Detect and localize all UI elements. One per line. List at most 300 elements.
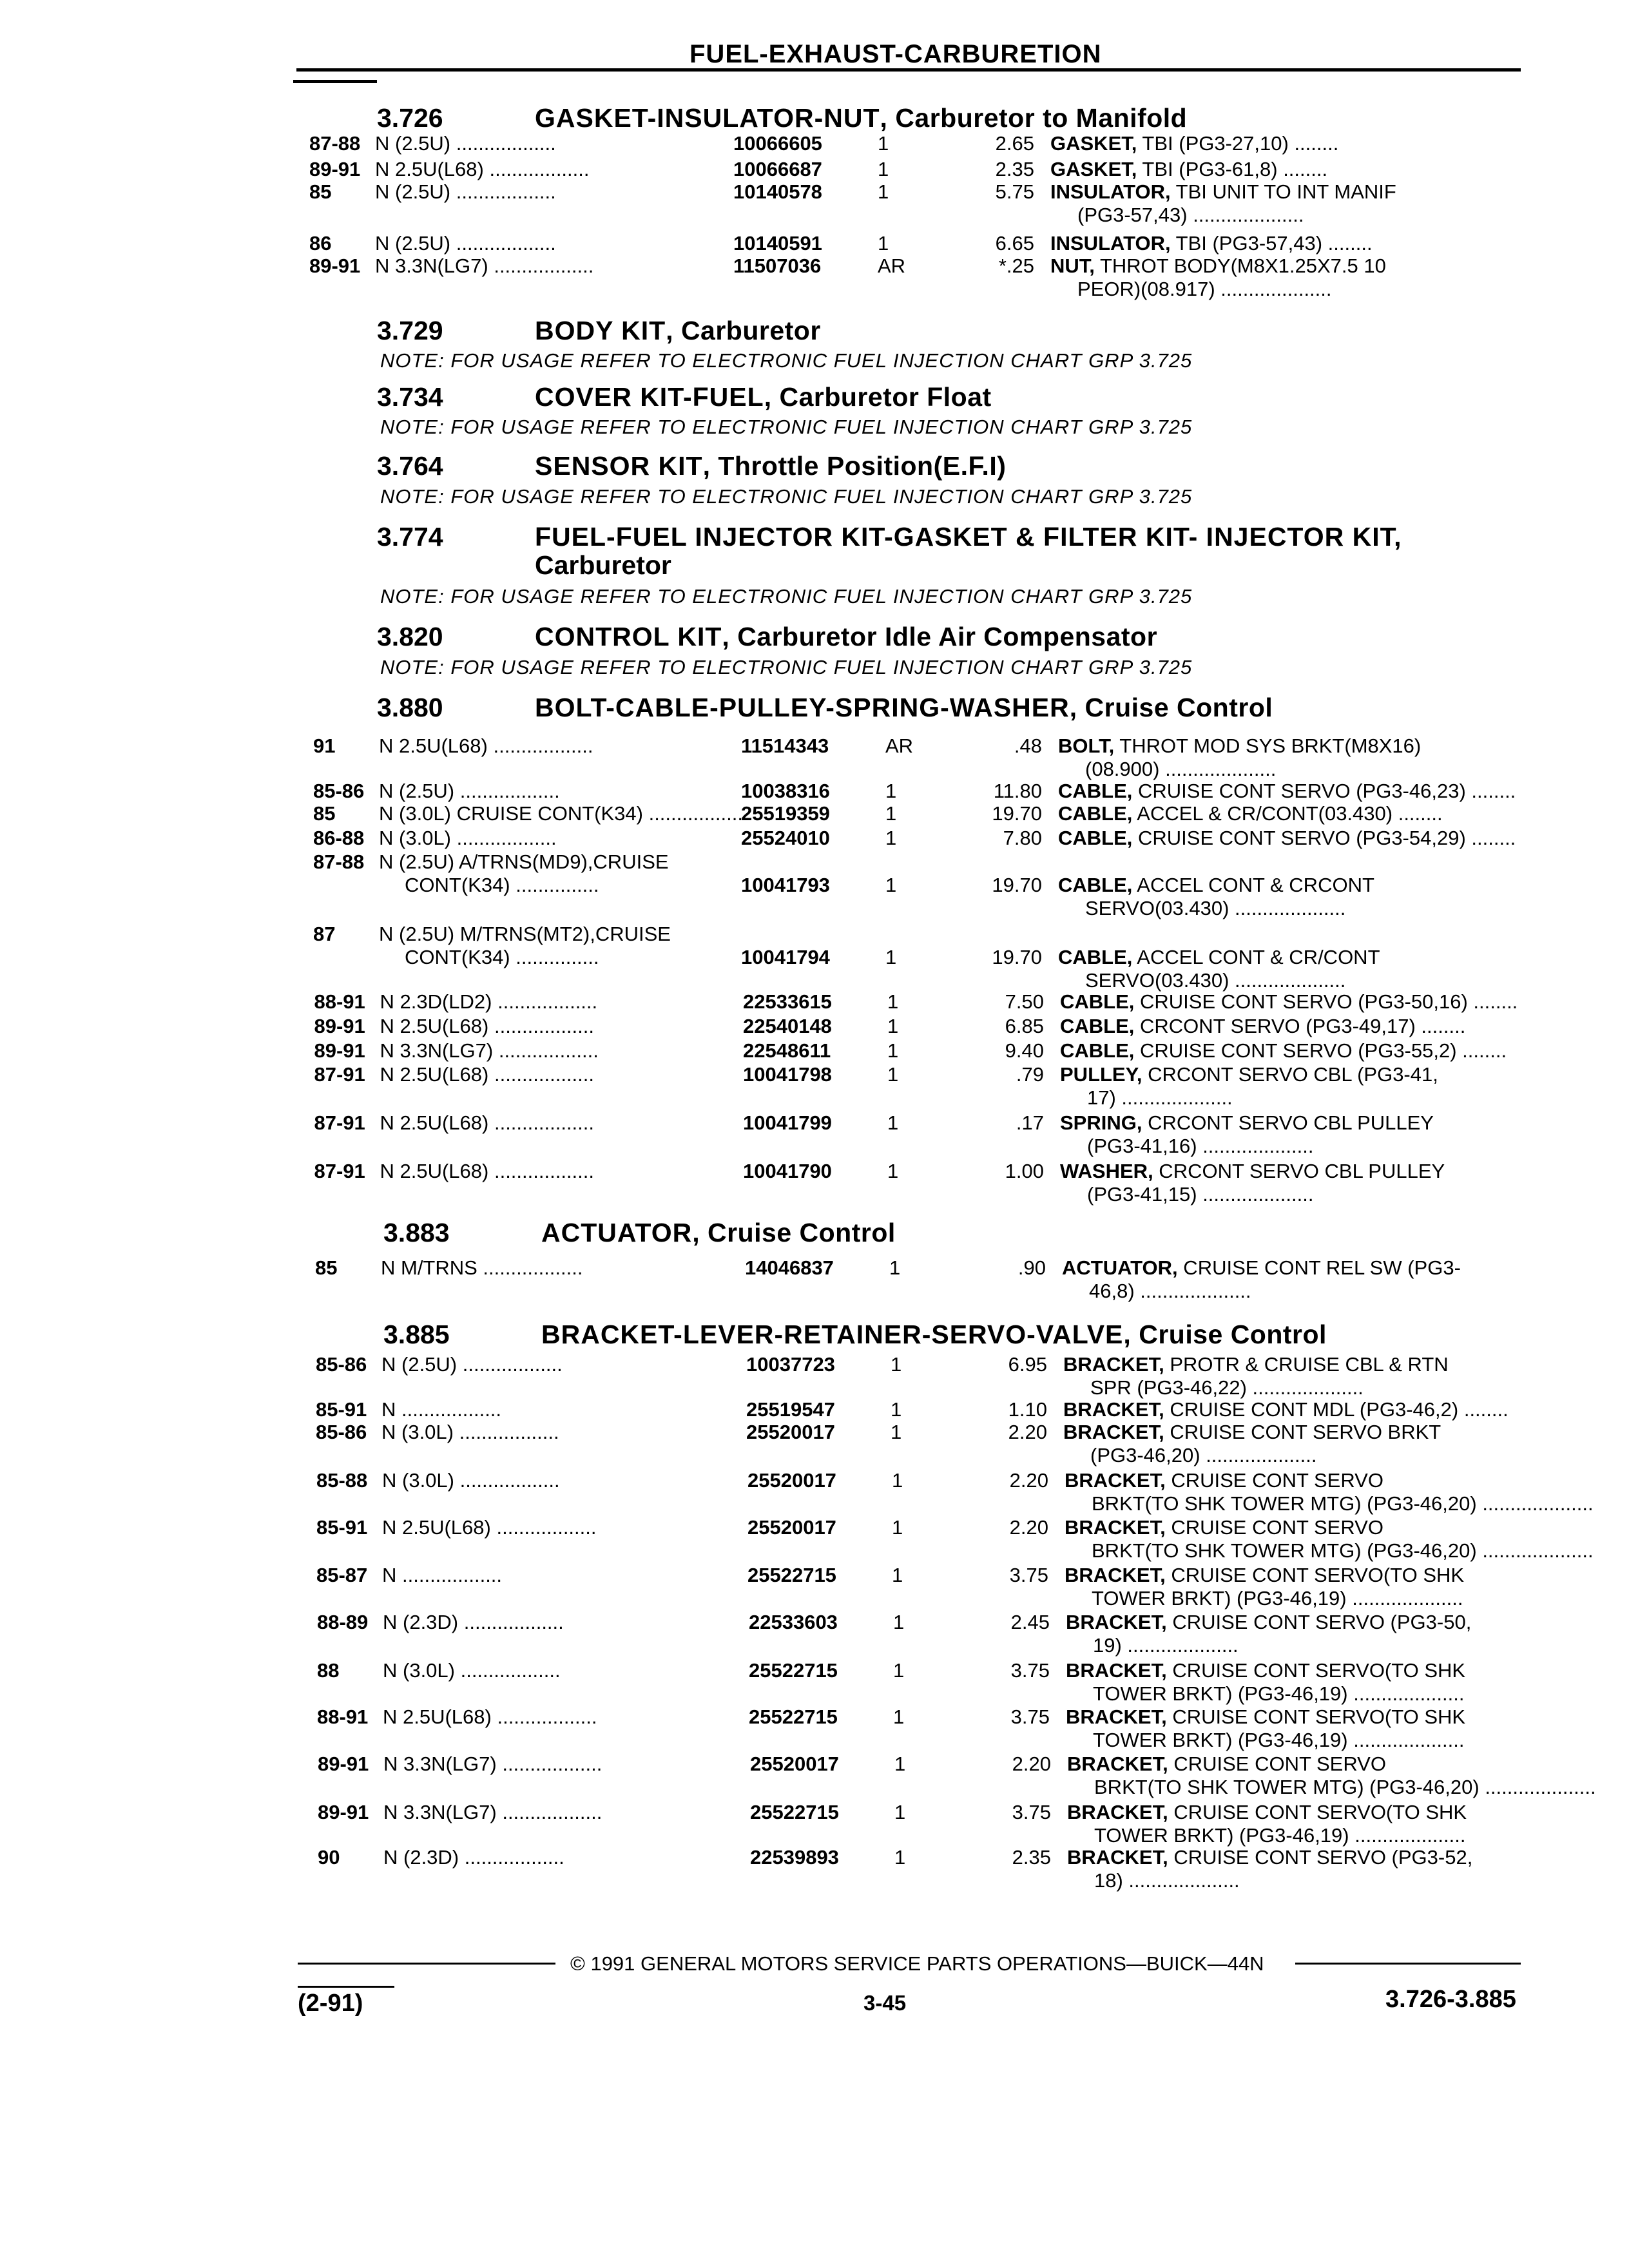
table-row: [0, 1111, 1629, 1157]
section-note: NOTE: FOR USAGE REFER TO ELECTRONIC FUEL INJECTION CHART GRP 3.725: [380, 656, 1193, 678]
row-item-name: [1065, 1469, 1383, 1492]
section-heading: [383, 1320, 1327, 1350]
row-item-detail: CRUISE CONT REL SW (PG3-: [1177, 1256, 1461, 1279]
row-part-number: 10140578: [733, 180, 822, 203]
row-price: .79: [1016, 1063, 1044, 1086]
table-row: [0, 1846, 1629, 1892]
row-quantity: 1: [887, 1015, 899, 1037]
row-quantity: 1: [893, 1706, 905, 1728]
row-item-name: [1060, 1039, 1507, 1062]
section-title: GASKET-INSULATOR-NUT: [535, 103, 880, 133]
row-part-number: 10041798: [743, 1063, 832, 1086]
row-year: 88-91: [317, 1706, 369, 1728]
row-item-type: BRACKET,: [1067, 1753, 1168, 1775]
row-description: N 2.5U(L68) ..................: [375, 158, 590, 180]
row-item-detail: CRUISE CONT SERVO (PG3-46,23) ........: [1132, 780, 1516, 802]
row-price: 3.75: [1010, 1706, 1050, 1728]
row-item-type: CABLE,: [1058, 780, 1133, 802]
row-item-type: CABLE,: [1060, 990, 1135, 1013]
row-quantity: 1: [887, 1160, 899, 1182]
row-year: 89-91: [309, 255, 361, 277]
row-description: N (3.0L) ..................: [383, 1659, 561, 1682]
row-quantity: 1: [885, 780, 897, 802]
row-item-detail: CRUISE CONT SERVO(TO SHK: [1166, 1706, 1466, 1728]
row-item-detail: CRUISE CONT SERVO: [1168, 1753, 1386, 1775]
section-note: NOTE: FOR USAGE REFER TO ELECTRONIC FUEL INJECTION CHART GRP 3.725: [380, 585, 1193, 608]
section-heading: [377, 693, 1273, 723]
row-description: N ..................: [382, 1564, 503, 1586]
row-description: N (2.5U) M/TRNS(MT2),CRUISE: [379, 923, 671, 945]
row-part-number: 22548611: [743, 1039, 831, 1062]
row-description: N 2.5U(L68) ..................: [380, 1111, 594, 1134]
section-heading: [377, 522, 1402, 552]
row-part-number: 10037723: [746, 1353, 835, 1376]
row-quantity: 1: [885, 946, 897, 968]
row-item-detail-cont: (PG3-41,16) ....................: [1087, 1135, 1314, 1157]
row-item-detail-cont: TOWER BRKT) (PG3-46,19) ....................: [1092, 1587, 1463, 1610]
footer-range: 3.726-3.885: [1385, 1986, 1516, 2013]
section-note: NOTE: FOR USAGE REFER TO ELECTRONIC FUEL INJECTION CHART GRP 3.725: [380, 416, 1193, 438]
section-subtitle: , Carburetor to Manifold: [880, 103, 1188, 133]
row-description: N (2.5U) ..................: [381, 1353, 563, 1376]
row-part-number: 10041790: [743, 1160, 832, 1182]
row-item-name: [1050, 158, 1327, 181]
row-item-type: BRACKET,: [1065, 1469, 1166, 1492]
row-item-type: BRACKET,: [1065, 1516, 1166, 1539]
row-year: 87-88: [309, 132, 361, 155]
row-price: 19.70: [992, 874, 1042, 896]
row-item-detail: ACCEL & CR/CONT(03.430) ........: [1132, 802, 1443, 825]
row-item-name: [1050, 180, 1396, 204]
row-description: N 3.3N(LG7) ..................: [380, 1039, 599, 1062]
row-item-type: BRACKET,: [1063, 1421, 1164, 1443]
table-row: [0, 1706, 1629, 1751]
row-item-detail: CRUISE CONT SERVO (PG3-50,: [1166, 1611, 1472, 1633]
row-item-type: CABLE,: [1060, 1015, 1135, 1037]
row-item-detail-cont: 17) ....................: [1087, 1086, 1233, 1109]
footer-rule-right: [1295, 1963, 1521, 1965]
row-year: 88-91: [314, 990, 365, 1013]
row-item-detail-cont: SERVO(03.430) ....................: [1085, 969, 1346, 992]
table-row: [0, 1039, 1629, 1062]
row-item-type: BOLT,: [1058, 735, 1115, 757]
row-item-type: CABLE,: [1058, 946, 1133, 968]
row-item-type: NUT,: [1050, 255, 1095, 277]
row-description: N (2.5U) ..................: [375, 232, 556, 255]
row-item-name: [1067, 1846, 1472, 1869]
row-quantity: AR: [885, 735, 914, 757]
section-heading: [377, 316, 821, 346]
row-item-type: PULLEY,: [1060, 1063, 1142, 1086]
row-part-number: 25522715: [747, 1564, 836, 1586]
row-description: N (2.3D) ..................: [383, 1611, 564, 1633]
row-item-detail-cont: BRKT(TO SHK TOWER MTG) (PG3-46,20) ....................: [1092, 1539, 1594, 1562]
table-row: [0, 923, 1629, 992]
row-item-name: [1058, 946, 1380, 969]
row-quantity: 1: [878, 132, 889, 155]
row-year: 87: [313, 923, 336, 945]
row-item-type: CABLE,: [1058, 874, 1133, 896]
table-row: [0, 1801, 1629, 1847]
row-part-number: 25519359: [741, 802, 830, 825]
row-part-number: 10041799: [743, 1111, 832, 1134]
section-subtitle: , Carburetor Idle Air Compensator: [722, 622, 1158, 651]
row-item-name: [1050, 255, 1386, 278]
row-item-detail-cont: (PG3-46,20) ....................: [1090, 1444, 1317, 1466]
row-quantity: 1: [893, 1611, 905, 1633]
row-item-type: CABLE,: [1058, 827, 1133, 849]
row-description: N 2.3D(LD2) ..................: [380, 990, 598, 1013]
row-item-type: INSULATOR,: [1050, 232, 1171, 255]
row-description: N M/TRNS ..................: [381, 1256, 583, 1279]
row-quantity: 1: [889, 1256, 901, 1279]
row-item-type: INSULATOR,: [1050, 180, 1171, 203]
row-price: 11.80: [993, 780, 1042, 802]
table-row: [0, 827, 1629, 850]
row-item-type: WASHER,: [1060, 1160, 1153, 1182]
row-item-name: [1050, 132, 1338, 155]
table-row: [0, 1421, 1629, 1466]
row-part-number: 22533615: [743, 990, 832, 1013]
row-quantity: 1: [878, 232, 889, 255]
row-item-detail: CRUISE CONT SERVO (PG3-55,2) ........: [1134, 1039, 1507, 1062]
row-description: N 2.5U(L68) ..................: [380, 1160, 594, 1182]
row-description: N 3.3N(LG7) ..................: [383, 1801, 602, 1823]
row-year: 86-88: [313, 827, 365, 849]
row-item-name: [1065, 1516, 1383, 1539]
section-number: 3.880: [377, 693, 443, 722]
row-part-number: 10041794: [741, 946, 830, 968]
row-quantity: 1: [887, 990, 899, 1013]
row-item-detail: TBI UNIT TO INT MANIF: [1170, 180, 1396, 203]
section-subtitle: , Cruise Control: [1069, 693, 1273, 722]
row-item-name: [1058, 735, 1421, 758]
row-price: 2.35: [995, 158, 1034, 180]
row-quantity: 1: [878, 158, 889, 180]
row-quantity: AR: [878, 255, 906, 277]
row-quantity: 1: [892, 1469, 903, 1492]
row-item-detail: TBI (PG3-27,10) ........: [1137, 132, 1339, 155]
row-part-number: 10038316: [741, 780, 830, 802]
row-item-name: [1050, 232, 1373, 255]
row-item-detail: THROT BODY(M8X1.25X7.5 10: [1094, 255, 1386, 277]
row-item-detail-cont: BRKT(TO SHK TOWER MTG) (PG3-46,20) ....................: [1094, 1776, 1596, 1798]
section-number: 3.726: [377, 103, 443, 133]
row-item-detail: CRUISE CONT SERVO BRKT: [1164, 1421, 1441, 1443]
table-row: [0, 802, 1629, 825]
row-year: 89-91: [318, 1753, 369, 1775]
section-heading: [383, 1218, 896, 1248]
row-quantity: 1: [891, 1398, 902, 1421]
row-quantity: 1: [887, 1063, 899, 1086]
row-part-number: 22533603: [749, 1611, 838, 1633]
section-heading: [377, 622, 1157, 652]
row-item-type: BRACKET,: [1063, 1353, 1164, 1376]
row-item-detail-cont: 46,8) ....................: [1089, 1280, 1251, 1302]
row-description: N 2.5U(L68) ..................: [380, 1063, 594, 1086]
row-year: 85-87: [316, 1564, 368, 1586]
row-description-cont: CONT(K34) ...............: [405, 946, 599, 968]
row-part-number: 25519547: [746, 1398, 835, 1421]
table-row: [0, 132, 1629, 155]
section-number: 3.729: [377, 316, 443, 345]
row-description: N 2.5U(L68) ..................: [383, 1706, 597, 1728]
row-year: 85-88: [316, 1469, 368, 1492]
table-row: [0, 1469, 1629, 1515]
row-year: 88: [317, 1659, 340, 1682]
section-heading: [377, 382, 992, 412]
row-description: N (3.0L) ..................: [382, 1469, 560, 1492]
row-part-number: 25522715: [749, 1706, 838, 1728]
section-title: ACTUATOR: [541, 1218, 693, 1247]
footer-page-number: 3-45: [863, 1991, 907, 2015]
row-description-cont: CONT(K34) ...............: [405, 874, 599, 896]
row-price: 2.65: [995, 132, 1034, 155]
row-item-detail-cont: (PG3-41,15) ....................: [1087, 1183, 1314, 1206]
row-item-type: BRACKET,: [1066, 1611, 1167, 1633]
row-item-name: [1063, 1353, 1449, 1376]
row-price: 2.20: [1008, 1421, 1047, 1443]
row-description: N (3.0L) ..................: [381, 1421, 559, 1443]
row-year: 87-91: [314, 1160, 365, 1182]
row-item-name: [1060, 1063, 1438, 1086]
row-item-detail: CRUISE CONT SERVO(TO SHK: [1168, 1801, 1467, 1823]
page-title: FUEL-EXHAUST-CARBURETION: [689, 40, 1102, 68]
row-part-number: 10066687: [733, 158, 822, 180]
row-item-name: [1060, 1015, 1465, 1038]
row-price: 3.75: [1012, 1801, 1051, 1823]
row-year: 91: [313, 735, 336, 757]
table-row: [0, 1564, 1629, 1610]
row-year: 85: [315, 1256, 338, 1279]
table-row: [0, 158, 1629, 181]
row-year: 89-91: [318, 1801, 369, 1823]
row-quantity: 1: [892, 1564, 903, 1586]
section-heading: [377, 103, 1187, 133]
footer-rule-under: [298, 1986, 394, 1988]
row-year: 85-86: [316, 1421, 367, 1443]
row-item-type: CABLE,: [1058, 802, 1133, 825]
row-item-detail: CRCONT SERVO CBL PULLEY: [1142, 1111, 1434, 1134]
row-quantity: 1: [892, 1516, 903, 1539]
table-row: [0, 735, 1629, 780]
row-year: 87-91: [314, 1111, 365, 1134]
row-price: 3.75: [1010, 1659, 1050, 1682]
table-row: [0, 1160, 1629, 1206]
row-year: 89-91: [314, 1015, 365, 1037]
section-note: NOTE: FOR USAGE REFER TO ELECTRONIC FUEL INJECTION CHART GRP 3.725: [380, 485, 1193, 508]
row-part-number: 11507036: [733, 255, 822, 277]
row-quantity: 1: [878, 180, 889, 203]
row-item-type: ACTUATOR,: [1062, 1256, 1178, 1279]
row-item-type: BRACKET,: [1066, 1706, 1167, 1728]
footer-rule-left: [298, 1963, 555, 1965]
row-price: 2.20: [1012, 1753, 1051, 1775]
row-quantity: 1: [891, 1421, 902, 1443]
row-item-detail: CRUISE CONT SERVO (PG3-50,16) ........: [1134, 990, 1518, 1013]
section-number: 3.734: [377, 382, 443, 412]
row-year: 85-91: [316, 1398, 367, 1421]
row-part-number: 25522715: [749, 1659, 838, 1682]
row-item-name: [1063, 1421, 1441, 1444]
row-description: N (3.0L) CRUISE CONT(K34) ..................: [379, 802, 749, 825]
row-item-detail: CRUISE CONT SERVO: [1165, 1469, 1383, 1492]
table-row: [0, 850, 1629, 919]
row-quantity: 1: [891, 1353, 902, 1376]
section-heading: [377, 451, 1006, 481]
row-year: 89-91: [309, 158, 361, 180]
row-quantity: 1: [894, 1846, 906, 1869]
row-part-number: 10041793: [741, 874, 830, 896]
row-year: 87-88: [313, 850, 365, 873]
row-description: N (2.5U) A/TRNS(MD9),CRUISE: [379, 850, 669, 873]
section-title: BOLT-CABLE-PULLEY-SPRING-WASHER: [535, 693, 1070, 722]
section-subtitle: , Cruise Control: [1123, 1320, 1327, 1349]
table-row: [0, 255, 1629, 300]
row-item-type: BRACKET,: [1066, 1659, 1167, 1682]
row-item-name: [1058, 780, 1516, 803]
row-item-name: [1067, 1753, 1386, 1776]
section-subtitle: , Throttle Position(E.F.I): [702, 451, 1007, 481]
row-part-number: 22540148: [743, 1015, 832, 1037]
row-description: N (2.5U) ..................: [379, 780, 560, 802]
header-rule: [296, 68, 1521, 72]
table-row: [0, 1398, 1629, 1421]
row-part-number: 11514343: [741, 735, 829, 757]
section-subtitle: , Carburetor Float: [764, 382, 992, 412]
section-title: FUEL-FUEL INJECTOR KIT-GASKET & FILTER KIT- INJECTOR KIT,: [535, 522, 1402, 552]
row-price: 19.70: [992, 802, 1042, 825]
row-year: 89-91: [314, 1039, 365, 1062]
row-item-name: [1058, 874, 1374, 897]
row-item-type: BRACKET,: [1063, 1398, 1164, 1421]
table-row: [0, 180, 1629, 226]
row-item-name: [1060, 1111, 1434, 1135]
row-year: 85-86: [316, 1353, 367, 1376]
header-tick: [293, 80, 377, 83]
row-part-number: 25520017: [747, 1469, 836, 1492]
row-part-number: 22539893: [750, 1846, 839, 1869]
row-price: 1.00: [1005, 1160, 1044, 1182]
row-item-detail-cont: 19) ....................: [1093, 1634, 1239, 1657]
row-item-detail: CRCONT SERVO CBL (PG3-41,: [1142, 1063, 1438, 1086]
table-row: [0, 1659, 1629, 1705]
row-item-detail-cont: 18) ....................: [1094, 1869, 1240, 1892]
row-item-detail: PROTR & CRUISE CBL & RTN: [1164, 1353, 1449, 1376]
section-title: SENSOR KIT: [535, 451, 703, 481]
row-year: 90: [318, 1846, 340, 1869]
section-title: COVER KIT-FUEL: [535, 382, 764, 412]
row-description: N 2.5U(L68) ..................: [382, 1516, 597, 1539]
row-item-detail-cont: PEOR)(08.917) ....................: [1077, 278, 1332, 300]
row-item-type: BRACKET,: [1067, 1846, 1168, 1869]
section-subtitle: , Cruise Control: [692, 1218, 896, 1247]
footer-copyright: © 1991 GENERAL MOTORS SERVICE PARTS OPERATIONS—BUICK—44N: [570, 1952, 1264, 1975]
table-row: [0, 1063, 1629, 1109]
row-description: N (3.0L) ..................: [379, 827, 557, 849]
row-part-number: 14046837: [745, 1256, 834, 1279]
section-number: 3.820: [377, 622, 443, 651]
row-description: N (2.3D) ..................: [383, 1846, 564, 1869]
row-description: N (2.5U) ..................: [375, 132, 556, 155]
row-year: 88-89: [317, 1611, 369, 1633]
row-description: N 2.5U(L68) ..................: [379, 735, 593, 757]
row-item-detail: THROT MOD SYS BRKT(M8X16): [1114, 735, 1422, 757]
row-item-detail: CRUISE CONT SERVO: [1165, 1516, 1383, 1539]
row-item-detail: CRUISE CONT SERVO(TO SHK: [1165, 1564, 1465, 1586]
row-item-name: [1060, 990, 1518, 1014]
row-item-detail: ACCEL CONT & CRCONT: [1132, 874, 1374, 896]
row-item-detail: CRCONT SERVO (PG3-49,17) ........: [1134, 1015, 1466, 1037]
row-part-number: 25520017: [750, 1753, 839, 1775]
row-item-type: BRACKET,: [1067, 1801, 1168, 1823]
section-subtitle: , Carburetor: [666, 316, 821, 345]
row-price: 7.80: [1003, 827, 1042, 849]
row-item-detail-cont: BRKT(TO SHK TOWER MTG) (PG3-46,20) ....................: [1092, 1492, 1594, 1515]
row-item-name: [1066, 1659, 1465, 1682]
section-number: 3.764: [377, 451, 443, 481]
section-subtitle: Carburetor: [535, 550, 671, 580]
table-row: [0, 1353, 1629, 1399]
section-title: CONTROL KIT: [535, 622, 722, 651]
section-number: 3.885: [383, 1320, 450, 1349]
row-item-type: CABLE,: [1060, 1039, 1135, 1062]
section-number: 3.774: [377, 522, 443, 552]
row-quantity: 1: [894, 1753, 906, 1775]
row-year: 85-91: [316, 1516, 368, 1539]
row-item-detail: CRUISE CONT SERVO (PG3-54,29) ........: [1132, 827, 1516, 849]
row-price: .17: [1016, 1111, 1044, 1134]
table-row: [0, 1516, 1629, 1562]
row-item-detail-cont: TOWER BRKT) (PG3-46,19) ....................: [1093, 1682, 1465, 1705]
table-row: [0, 232, 1629, 255]
row-part-number: 25522715: [750, 1801, 839, 1823]
row-part-number: 10140591: [733, 232, 822, 255]
row-item-name: [1063, 1398, 1509, 1421]
row-item-detail-cont: TOWER BRKT) (PG3-46,19) ....................: [1094, 1824, 1466, 1847]
row-description: N (2.5U) ..................: [375, 180, 556, 203]
table-row: [0, 990, 1629, 1014]
footer-revision: (2-91): [298, 1990, 363, 2017]
row-item-detail: CRCONT SERVO CBL PULLEY: [1153, 1160, 1445, 1182]
table-row: [0, 1015, 1629, 1038]
row-price: 2.35: [1012, 1846, 1051, 1869]
table-row: [0, 1753, 1629, 1798]
row-item-type: BRACKET,: [1065, 1564, 1166, 1586]
row-item-detail: CRUISE CONT SERVO (PG3-52,: [1168, 1846, 1473, 1869]
row-item-detail: TBI (PG3-57,43) ........: [1170, 232, 1373, 255]
row-price: 6.65: [995, 232, 1034, 255]
row-description: N 3.3N(LG7) ..................: [383, 1753, 602, 1775]
row-item-detail: ACCEL CONT & CR/CONT: [1132, 946, 1380, 968]
row-year: 85-86: [313, 780, 365, 802]
row-item-name: [1066, 1611, 1471, 1634]
row-item-name: [1067, 1801, 1467, 1824]
row-price: 2.20: [1009, 1469, 1048, 1492]
table-row: [0, 780, 1629, 803]
row-price: 5.75: [995, 180, 1034, 203]
row-item-type: GASKET,: [1050, 132, 1137, 155]
row-price: 9.40: [1005, 1039, 1044, 1062]
row-description: N ..................: [381, 1398, 502, 1421]
row-part-number: 25520017: [746, 1421, 835, 1443]
row-price: 7.50: [1005, 990, 1044, 1013]
row-item-detail-cont: TOWER BRKT) (PG3-46,19) ....................: [1093, 1729, 1465, 1751]
row-item-name: [1058, 802, 1443, 825]
row-item-type: SPRING,: [1060, 1111, 1142, 1134]
row-price: 6.95: [1008, 1353, 1047, 1376]
row-year: 87-91: [314, 1063, 365, 1086]
